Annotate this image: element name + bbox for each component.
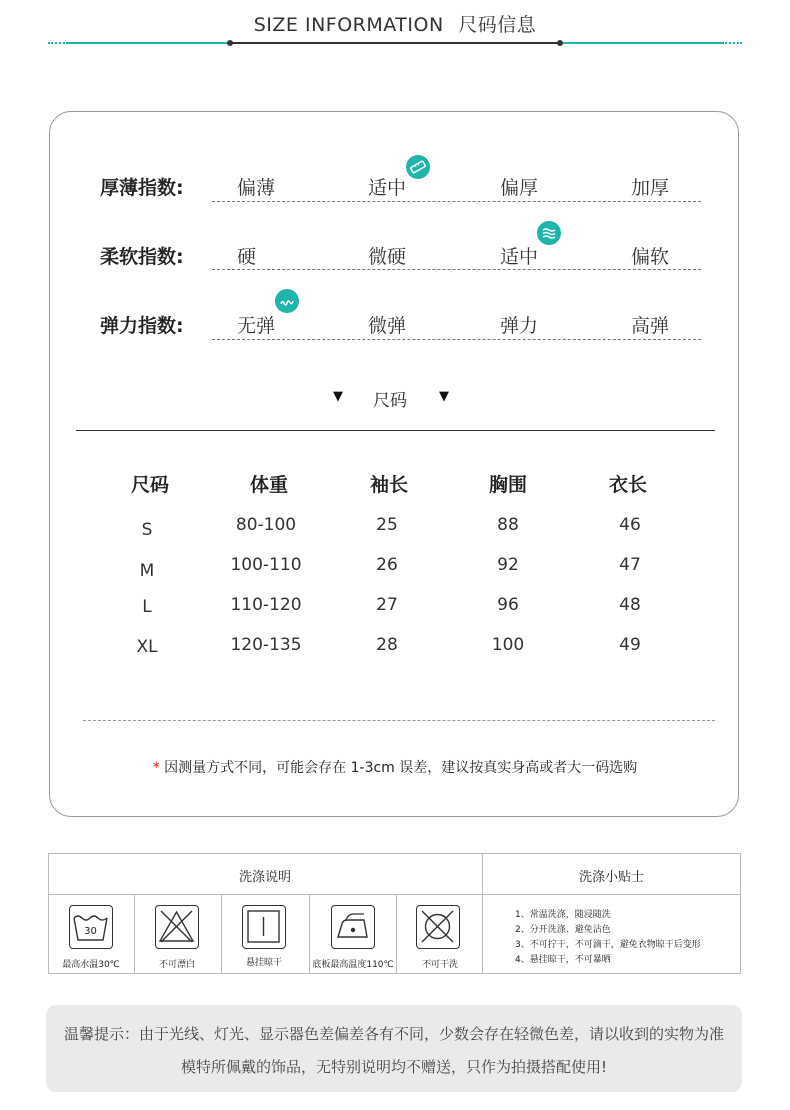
table-cell: 100-110 [230, 555, 302, 575]
page-title-en: SIZE INFORMATION [253, 14, 444, 36]
thickness-index-label: 厚薄指数: [100, 177, 184, 199]
elasticity-index-row [0, 303, 790, 343]
table-cell: 48 [619, 595, 641, 615]
table-cell: 27 [376, 595, 398, 615]
elasticity-option: 高弹 [631, 315, 670, 337]
measurement-note-text: 因测量方式不同，可能会存在 1-3cm 误差，建议按真实身高或者大一码选购 [164, 760, 638, 776]
softness-option: 硬 [237, 246, 257, 268]
wash-temp-caption: 最高水温30℃ [62, 960, 120, 970]
size-section-divider [76, 430, 715, 431]
thickness-option: 加厚 [631, 177, 670, 199]
wash-tip: 3、不可拧干，不可滴干，避免衣物晾干后变形 [515, 940, 701, 950]
wash-instructions-title: 洗涤说明 [238, 870, 291, 885]
size-section-header [0, 385, 790, 409]
hang-dry-caption: 悬挂晾干 [245, 958, 282, 968]
table-cell: 92 [497, 555, 519, 575]
table-cell: 80-100 [235, 515, 297, 535]
weight-col-header: 体重 [249, 474, 288, 496]
table-cell: 26 [376, 555, 398, 575]
header-line-left-accent [68, 42, 230, 44]
softness-index-row [0, 234, 790, 274]
table-cell: 100 [491, 635, 525, 655]
header-line-right-accent [560, 42, 722, 44]
wash-tip: 4、悬挂晾干，不可暴晒 [515, 955, 611, 965]
header-line-center [230, 42, 560, 44]
size-col-header: 尺码 [130, 474, 169, 496]
table-cell: L [142, 597, 152, 617]
softness-option: 偏软 [631, 246, 670, 268]
table-bottom-dashed-line [83, 720, 715, 721]
thickness-option: 偏薄 [237, 177, 276, 199]
thickness-option: 适中 [368, 177, 407, 199]
softness-dashed-line [212, 269, 701, 270]
chest-col-header: 胸围 [488, 474, 527, 496]
table-cell: 25 [376, 515, 398, 535]
thickness-dashed-line [212, 201, 701, 202]
wash-30-icon [69, 905, 113, 949]
length-col-header: 衣长 [608, 474, 647, 496]
notice-line-1: 温馨提示：由于光线、灯光、显示器色差偏差各有不同，少数会存在轻微色差，请以收到的实物为准 [63, 1025, 724, 1043]
header-dots-left [48, 42, 68, 44]
elasticity-dashed-line [212, 339, 701, 340]
triangle-down-icon: ▼ [439, 389, 449, 404]
waves-icon [537, 221, 561, 245]
wash-tip: 1、常温洗涤，随浸随洗 [515, 910, 611, 920]
softness-option: 微硬 [368, 246, 407, 268]
thickness-index-row [0, 165, 790, 205]
elasticity-option: 弹力 [500, 315, 539, 337]
page-title-cn: 尺码信息 [458, 14, 537, 36]
table-cell: 96 [497, 595, 519, 615]
size-info-card [49, 111, 739, 817]
table-cell: 46 [619, 515, 641, 535]
table-cell: 88 [497, 515, 519, 535]
care-table-header-rule [48, 894, 741, 895]
elasticity-index-label: 弹力指数: [100, 315, 184, 337]
no-dry-clean-caption: 不可干洗 [421, 960, 458, 970]
asterisk: * [152, 760, 160, 776]
measurement-note [0, 757, 790, 777]
softness-option: 适中 [500, 246, 539, 268]
header-dots-right [722, 42, 742, 44]
squiggle-icon [275, 289, 299, 313]
elasticity-option: 微弹 [368, 315, 407, 337]
table-cell: 49 [619, 635, 641, 655]
page-title [0, 10, 790, 37]
ruler-icon [406, 155, 430, 179]
hang-dry-icon [242, 905, 286, 949]
thickness-option: 偏厚 [500, 177, 539, 199]
no-bleach-caption: 不可漂白 [158, 960, 195, 970]
iron-110-icon [331, 905, 375, 949]
table-cell: 120-135 [230, 635, 302, 655]
header-node-left [227, 40, 233, 46]
table-cell: 110-120 [230, 595, 302, 615]
wash-tips-title: 洗涤小贴士 [578, 870, 644, 885]
notice-line-2: 模特所佩戴的饰品，无特别说明均不赠送，只作为拍摄搭配使用! [180, 1058, 608, 1076]
table-cell: S [141, 520, 153, 540]
table-cell: 28 [376, 635, 398, 655]
triangle-down-icon: ▼ [333, 389, 343, 404]
iron-temp-caption: 底板最高温度110℃ [312, 960, 394, 970]
no-bleach-icon [155, 905, 199, 949]
notice-box [46, 1005, 742, 1092]
table-cell: M [139, 561, 155, 581]
elasticity-option: 无弹 [237, 315, 276, 337]
wash-temp-value: 30 [84, 926, 97, 937]
no-dry-clean-icon [416, 905, 460, 949]
header-node-right [557, 40, 563, 46]
table-cell: XL [136, 637, 158, 657]
table-cell: 47 [619, 555, 641, 575]
sleeve-col-header: 袖长 [369, 474, 408, 496]
size-section-label: 尺码 [373, 391, 407, 411]
softness-index-label: 柔软指数: [100, 246, 184, 268]
wash-tip: 2、分开洗涤、避免沾色 [515, 925, 611, 935]
